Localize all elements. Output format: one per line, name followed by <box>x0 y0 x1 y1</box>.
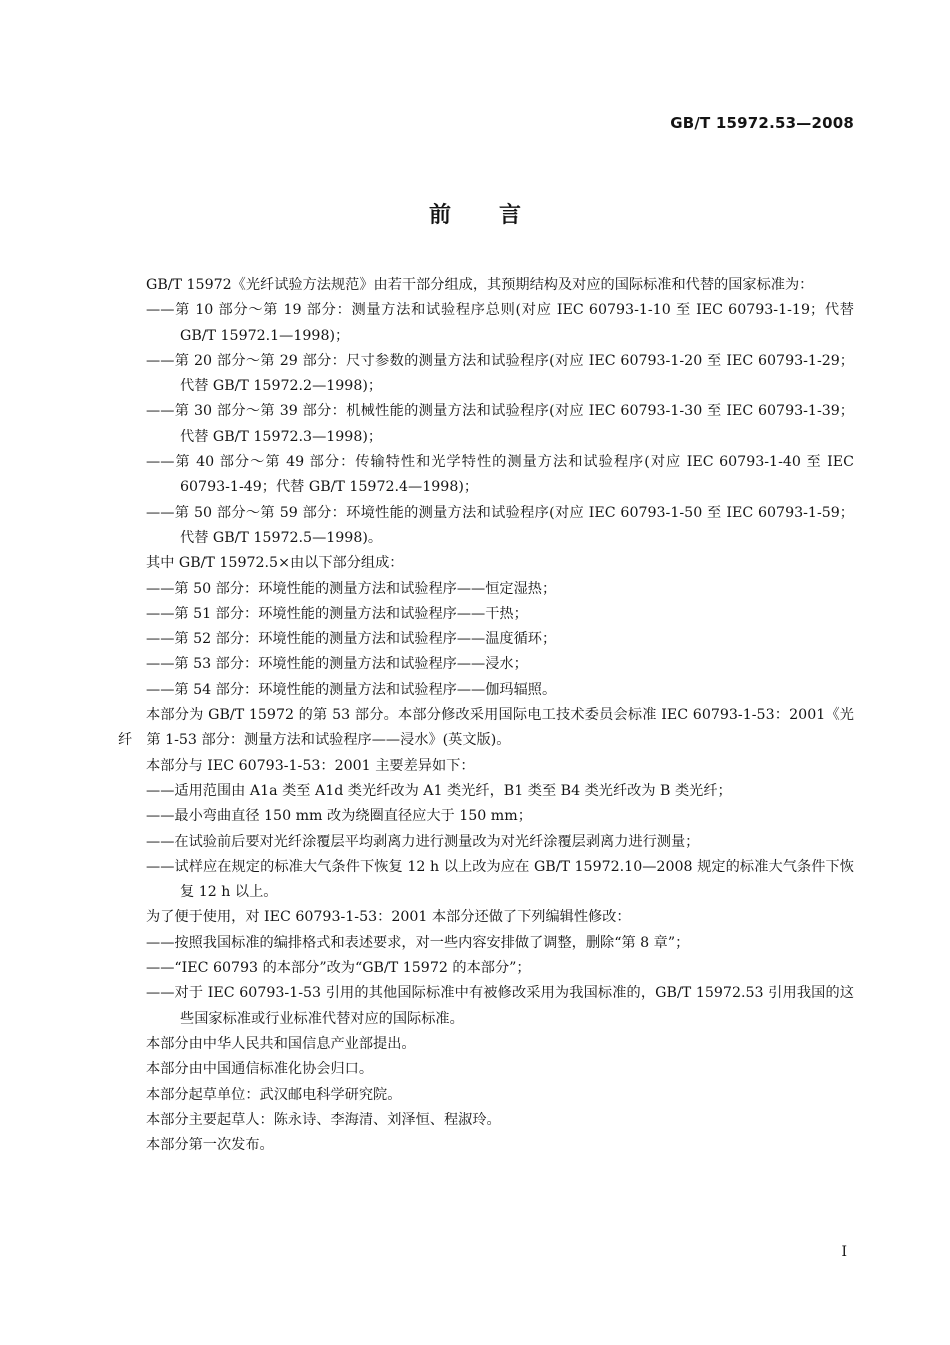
list-item-part-54: ——第 54 部分：环境性能的测量方法和试验程序——伽玛辐照。 <box>146 681 557 698</box>
paragraph-proposer: 本部分由中华人民共和国信息产业部提出。 <box>146 1035 416 1052</box>
paragraph-editorial: 为了便于使用，对 IEC 60793-1-53：2001 本部分还做了下列编辑性修改： <box>146 909 631 926</box>
list-item-difference-3: ——在试验前后要对光纤涂覆层平均剥离力进行测量改为对光纤涂覆层剥离力进行测量； <box>146 833 700 850</box>
paragraph-drafters: 本部分主要起草人：陈永诗、李海清、刘泽恒、程淑玲。 <box>146 1111 501 1128</box>
list-item-part-50-59: ——第 50 部分～第 59 部分：环境性能的测量方法和试验程序(对应 IEC 60793-1-50 至 IEC 60793-1-59；代替 GB/T 15972.5—1998)。 <box>146 504 854 546</box>
page-number: I <box>841 1244 847 1260</box>
paragraph-composition: 其中 GB/T 15972.5×由以下部分组成： <box>146 555 404 572</box>
foreword-body <box>118 273 854 1158</box>
paragraph-adoption: 本部分为 GB/T 15972 的第 53 部分。本部分修改采用国际电工技术委员会标准 IEC 60793-1-53：2001《光纤 第 1-53 部分：测量方法和试验程序——浸水》(英文版)。 <box>118 707 854 749</box>
list-item-part-10-19: ——第 10 部分～第 19 部分：测量方法和试验程序总则(对应 IEC 60793-1-10 至 IEC 60793-1-19；代替 GB/T 15972.1—1998)； <box>146 302 854 344</box>
list-item-difference-4: ——试样应在规定的标准大气条件下恢复 12 h 以上改为应在 GB/T 15972.10—2008 规定的标准大气条件下恢复 12 h 以上。 <box>146 858 854 901</box>
list-item-difference-2: ——最小弯曲直径 150 mm 改为绕圈直径应大于 150 mm； <box>146 808 532 825</box>
list-item-part-51: ——第 51 部分：环境性能的测量方法和试验程序——干热； <box>146 605 528 622</box>
paragraph-centralized: 本部分由中国通信标准化协会归口。 <box>146 1061 374 1078</box>
list-item-difference-1: ——适用范围由 A1a 类至 A1d 类光纤改为 A1 类光纤，B1 类至 B4 类光纤改为 B 类光纤； <box>146 782 732 799</box>
list-item-part-50: ——第 50 部分：环境性能的测量方法和试验程序——恒定湿热； <box>146 580 557 597</box>
list-item-part-53: ——第 53 部分：环境性能的测量方法和试验程序——浸水； <box>146 656 528 673</box>
paragraph-intro: GB/T 15972《光纤试验方法规范》由若干部分组成，其预期结构及对应的国际标准和代替的国家标准为： <box>146 277 814 293</box>
list-item-editorial-3: ——对于 IEC 60793-1-53 引用的其他国际标准中有被修改采用为我国标准的，GB/T 15972.53 引用我国的这些国家标准或行业标准代替对应的国际标准。 <box>146 985 854 1027</box>
paragraph-drafting-unit: 本部分起草单位：武汉邮电科学研究院。 <box>146 1086 402 1103</box>
paragraph-first-release: 本部分第一次发布。 <box>146 1137 274 1154</box>
document-code: GB/T 15972.53—2008 <box>670 114 854 132</box>
paragraph-differences: 本部分与 IEC 60793-1-53：2001 主要差异如下： <box>146 757 475 774</box>
list-item-part-52: ——第 52 部分：环境性能的测量方法和试验程序——温度循环； <box>146 631 557 648</box>
list-item-part-20-29: ——第 20 部分～第 29 部分：尺寸参数的测量方法和试验程序(对应 IEC 60793-1-20 至 IEC 60793-1-29；代替 GB/T 15972.2—1998)； <box>146 352 854 395</box>
list-item-part-40-49: ——第 40 部分～第 49 部分：传输特性和光学特性的测量方法和试验程序(对应 IEC 60793-1-40 至 IEC 60793-1-49；代替 GB/T 15972.4—1998)； <box>146 454 854 496</box>
page-title: 前言 <box>428 203 569 228</box>
list-item-part-30-39: ——第 30 部分～第 39 部分：机械性能的测量方法和试验程序(对应 IEC 60793-1-30 至 IEC 60793-1-39；代替 GB/T 15972.3—1998)； <box>146 403 854 445</box>
list-item-editorial-1: ——按照我国标准的编排格式和表述要求，对一些内容安排做了调整，删除“第 8 章”； <box>146 934 690 951</box>
list-item-editorial-2: ——“IEC 60793 的本部分”改为“GB/T 15972 的本部分”； <box>146 960 531 977</box>
